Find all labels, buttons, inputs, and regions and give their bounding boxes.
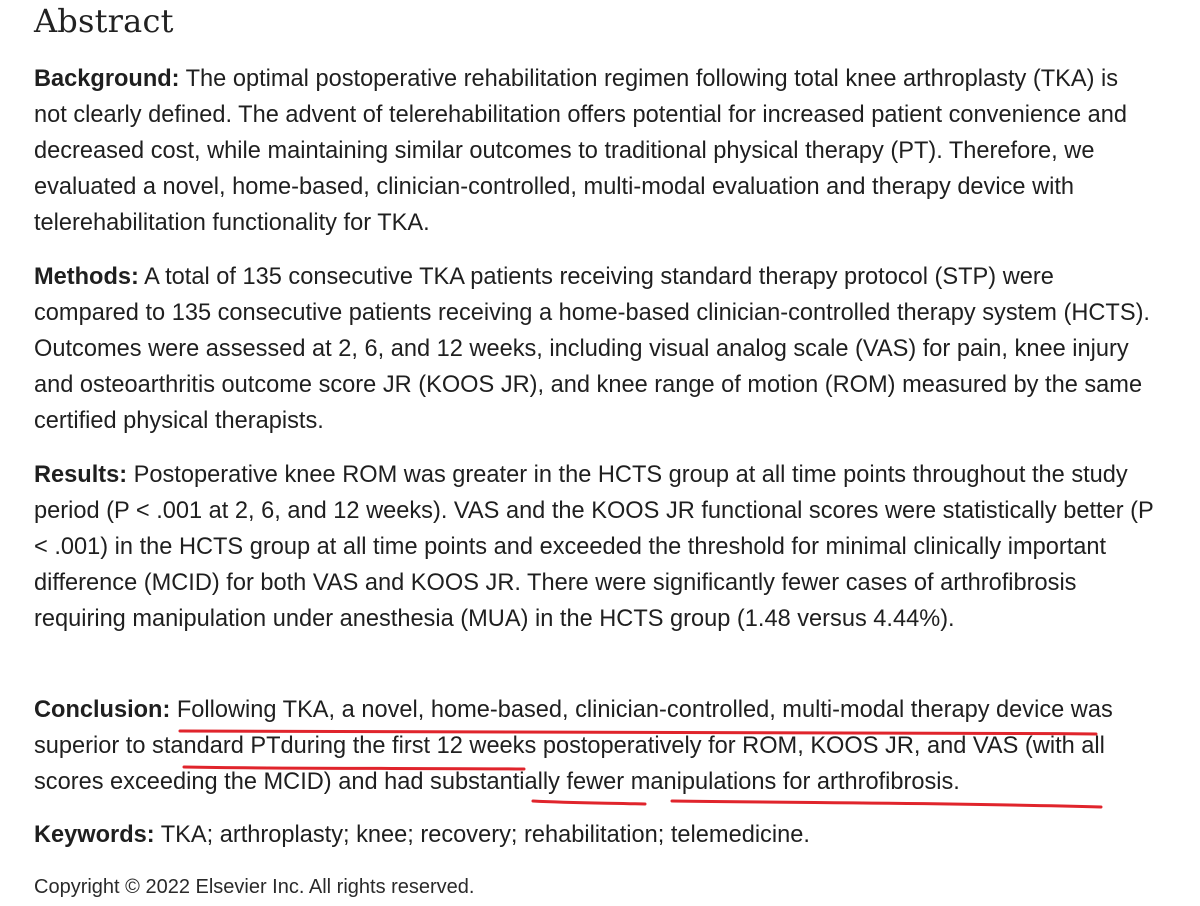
- abstract-heading: Abstract: [34, 2, 174, 40]
- results-label: Results:: [34, 462, 128, 488]
- conclusion-label: Conclusion:: [34, 697, 171, 723]
- results-text: Postoperative knee ROM was greater in the HCTS group at all time points throughout the study period (P < .001 at 2, 6, and 12 weeks). VAS and the KOOS JR functional scores were statistically better (P < .001) in the HCTS group at all time points and exceeded the threshold for minimal clinically important difference (MCID) for both VAS and KOOS JR. There were significantly fewer cases of arthrofibrosis requiring manipulation under anesthesia (MUA) in the HCTS group (1.48 versus 4.44%).: [34, 462, 1154, 632]
- background-label: Background:: [34, 66, 180, 92]
- underline-stroke-3: [533, 801, 645, 804]
- conclusion-text: Following TKA, a novel, home-based, clinician-controlled, multi-modal therapy device was superior to standard PTduring the first 12 weeks postoperatively for ROM, KOOS JR, and VAS (with all scores exceeding the MCID) and had substantially fewer manipulations for arthrofibrosis.: [34, 697, 1113, 795]
- methods-text: A total of 135 consecutive TKA patients receiving standard therapy protocol (STP) were compared to 135 consecutive patients receiving a home-based clinician-controlled therapy system (HCTS). Outcomes were assessed at 2, 6, and 12 weeks, including visual analog scale (VAS) for pain, knee injury and osteoarthritis outcome score JR (KOOS JR), and knee range of motion (ROM) measured by the same certified physical therapists.: [34, 264, 1150, 434]
- background-paragraph: [34, 61, 1154, 241]
- keywords-label: Keywords:: [34, 822, 155, 848]
- copyright-notice: Copyright © 2022 Elsevier Inc. All rights reserved.: [34, 876, 475, 898]
- underline-stroke-4: [672, 801, 1101, 807]
- conclusion-paragraph: [34, 692, 1154, 800]
- results-paragraph: [34, 457, 1154, 637]
- keywords-text: TKA; arthroplasty; knee; recovery; rehabilitation; telemedicine.: [154, 822, 810, 848]
- methods-paragraph: [34, 259, 1154, 439]
- methods-label: Methods:: [34, 264, 139, 290]
- keywords-paragraph: [34, 817, 1154, 853]
- background-text: The optimal postoperative rehabilitation regimen following total knee arthroplasty (TKA) is not clearly defined. The advent of telerehabilitation offers potential for increased patient convenience and decreased cost, while maintaining similar outcomes to traditional physical therapy (PT). Therefore, we evaluated a novel, home-based, clinician-controlled, multi-modal evaluation and therapy device with telerehabilitation functionality for TKA.: [34, 66, 1128, 236]
